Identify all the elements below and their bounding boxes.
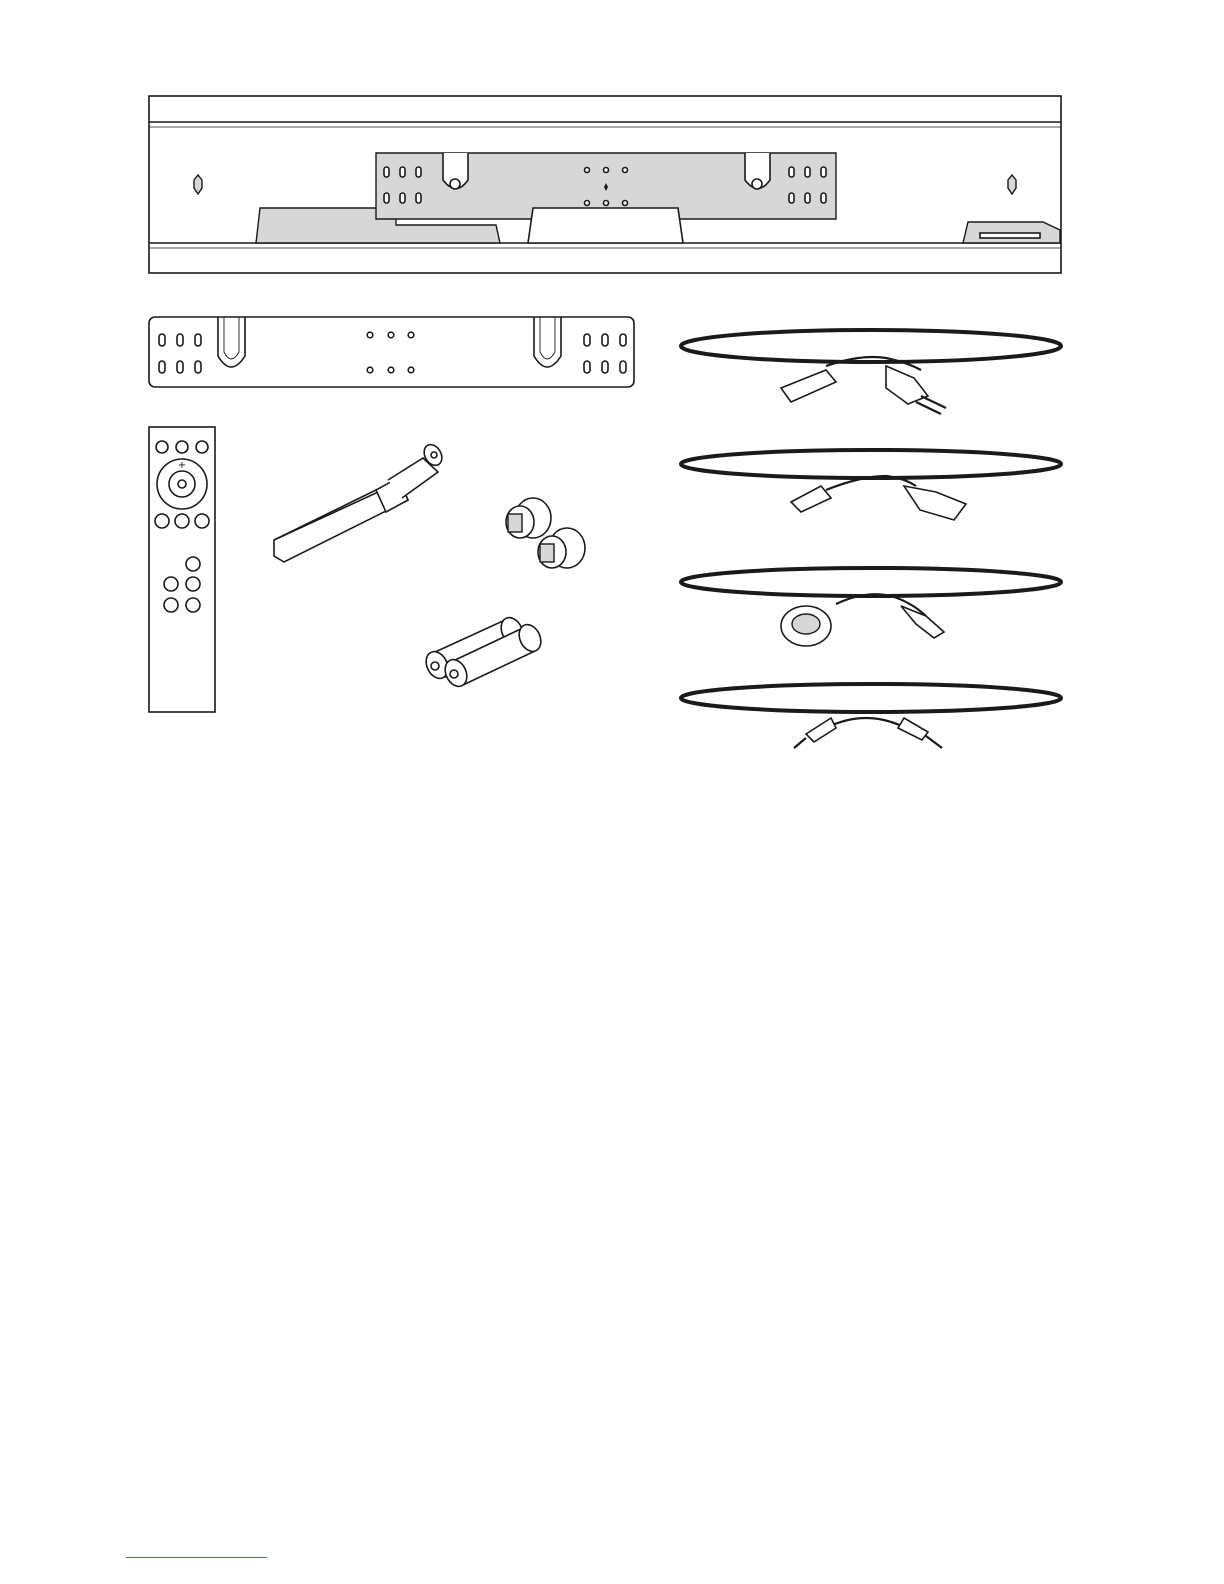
remote-control-icon bbox=[148, 426, 218, 716]
usb-cable-icon bbox=[676, 446, 1068, 526]
optical-audio-cable-icon bbox=[676, 564, 1068, 654]
soundbar-rear-view-icon bbox=[148, 95, 1064, 277]
footer-rule bbox=[126, 1557, 267, 1558]
mounting-tool-icon bbox=[268, 440, 458, 570]
wall-mount-bracket-icon bbox=[148, 316, 636, 390]
power-cable-icon bbox=[676, 326, 1068, 416]
svg-text:+: + bbox=[177, 460, 187, 471]
aaa-batteries-icon bbox=[415, 615, 540, 690]
screws-icon bbox=[498, 496, 590, 578]
aux-audio-cable-icon bbox=[676, 682, 1068, 762]
